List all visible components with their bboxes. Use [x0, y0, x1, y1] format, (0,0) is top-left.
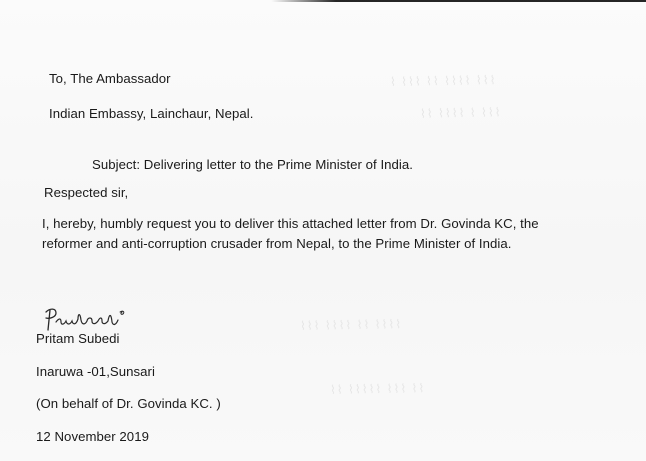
- bleed-through-mark: ⌇ ⌇⌇⌇ ⌇⌇ ⌇⌇⌇⌇ ⌇⌇⌇: [389, 73, 497, 89]
- bleed-through-mark: ⌇⌇ ⌇⌇⌇⌇ ⌇ ⌇⌇⌇: [419, 105, 502, 121]
- body-paragraph-line-2: reformer and anti-corruption crusader from Nepal, to the Prime Minister of India.: [42, 236, 512, 251]
- body-paragraph-line-1: I, hereby, humbly request you to deliver this attached letter from Dr. Govinda KC, the: [42, 216, 539, 231]
- bleed-through-mark: ⌇⌇⌇ ⌇⌇⌇⌇ ⌇⌇ ⌇⌇⌇⌇: [299, 317, 403, 333]
- bleed-through-mark: ⌇⌇ ⌇⌇⌇⌇⌇ ⌇⌇⌇ ⌇⌇: [329, 381, 426, 397]
- page-top-edge: [0, 0, 646, 2]
- sender-name: Pritam Subedi: [36, 331, 120, 346]
- on-behalf-note: (On behalf of Dr. Govinda KC. ): [36, 396, 221, 411]
- letter-date: 12 November 2019: [36, 429, 149, 444]
- subject-line: Subject: Delivering letter to the Prime Minister of India.: [92, 157, 414, 172]
- salutation: Respected sir,: [44, 185, 129, 200]
- recipient-line: To, The Ambassador: [49, 71, 171, 86]
- sender-address: Inaruwa -01,Sunsari: [36, 364, 155, 379]
- recipient-address: Indian Embassy, Lainchaur, Nepal.: [49, 106, 254, 121]
